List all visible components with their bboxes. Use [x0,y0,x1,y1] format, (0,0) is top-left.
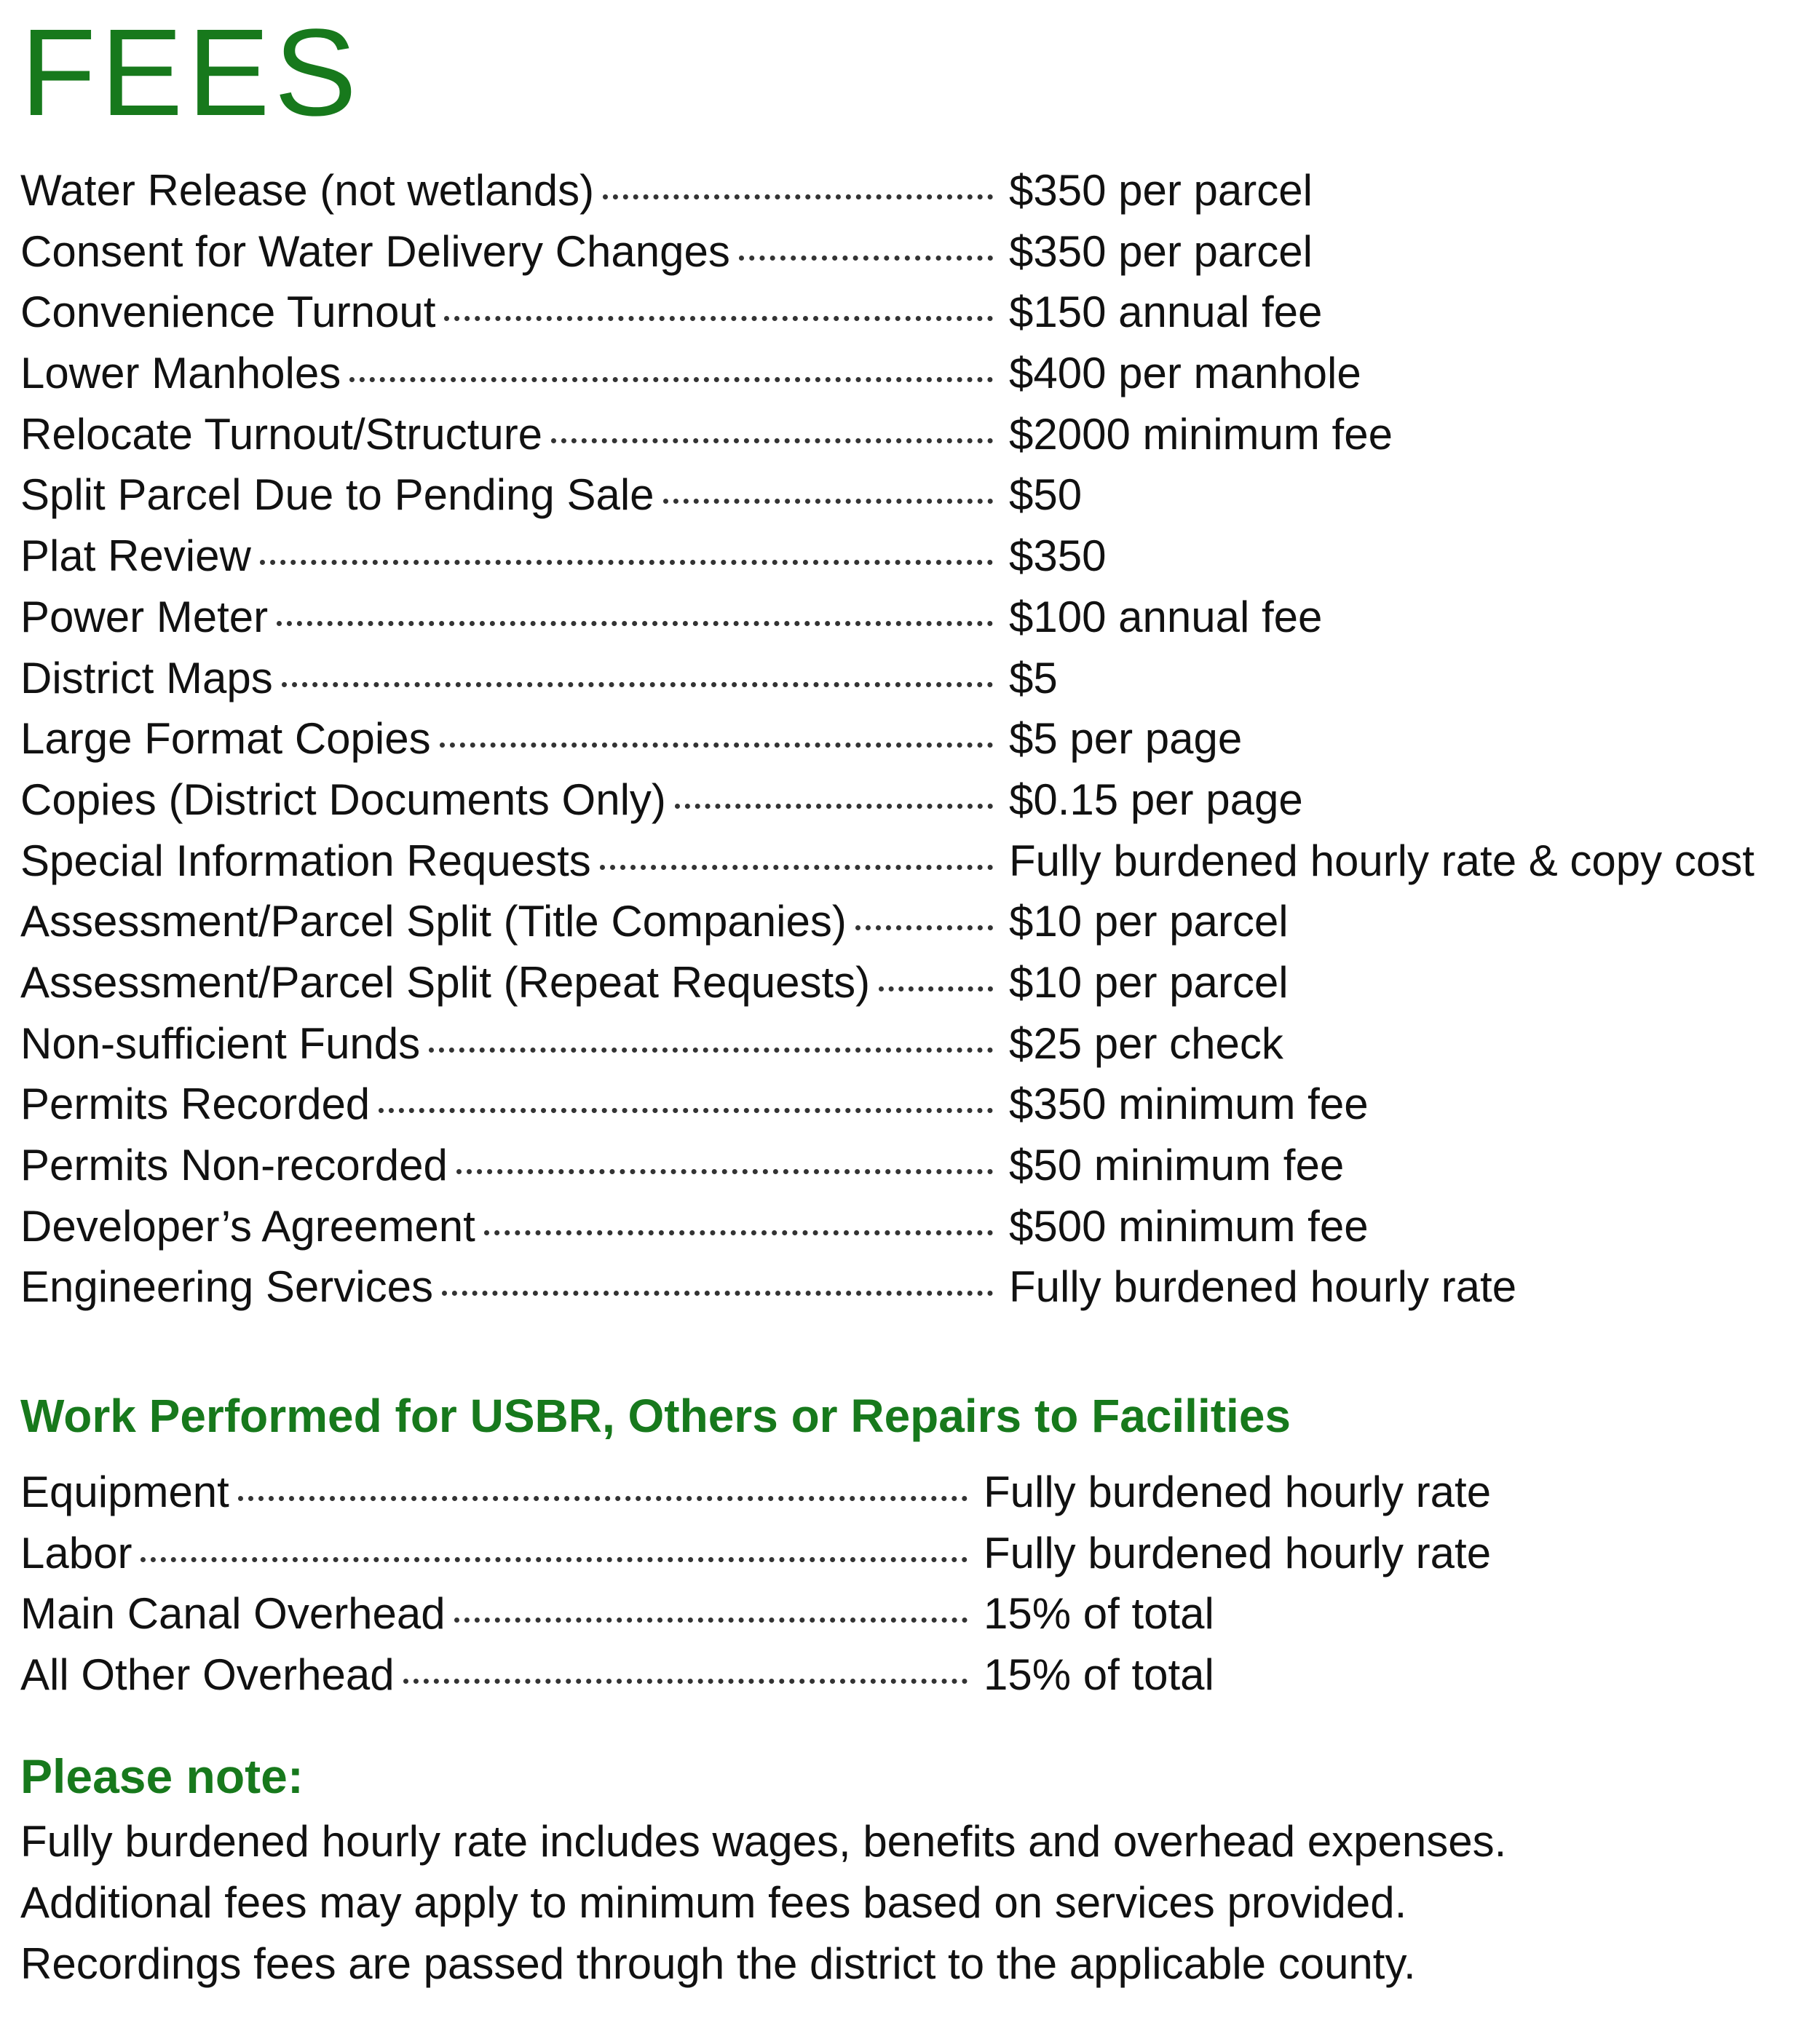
fee-label-cell [20,587,1003,648]
fee-label: Split Parcel Due to Pending Sale [20,470,654,520]
fee-value: $100 annual fee [1009,592,1323,641]
dot-leader [879,986,993,991]
work-section-heading: Work Performed for USBR, Others or Repairs to Facilities [20,1390,1291,1442]
fee-value: $500 minimum fee [1009,1201,1369,1251]
fee-row [20,1462,1804,1523]
fee-value: Fully burdened hourly rate [1009,1262,1517,1312]
dot-leader [277,621,993,626]
fee-label: Water Release (not wetlands) [20,166,595,215]
fee-label-cell [20,526,1003,587]
fee-value: 15% of total [984,1650,1214,1700]
fee-row [20,1523,1804,1584]
fee-label: Consent for Water Delivery Changes [20,226,730,276]
fee-label-cell [20,343,1003,404]
dot-leader [454,1618,968,1623]
dot-leader [675,804,993,809]
fee-label: Permits Recorded [20,1080,371,1129]
fee-label: Power Meter [20,592,269,641]
fee-label-cell [20,464,1003,526]
fee-label: Developer’s Agreement [20,1201,475,1251]
fee-value: $50 minimum fee [1009,1141,1345,1189]
fee-row [20,526,1804,587]
fee-value: $400 per manhole [1009,349,1361,398]
fee-label-cell [20,952,1003,1013]
fee-label: Relocate Turnout/Structure [20,409,543,459]
fee-list [20,160,1804,1318]
dot-leader [260,560,993,565]
fee-label: Main Canal Overhead [20,1589,446,1639]
note-line: Recordings fees are passed through the district to the applicable county. [20,1939,1416,1988]
fee-label: Large Format Copies [20,714,431,764]
fee-row [20,952,1804,1013]
fee-label-cell [20,404,1003,465]
fee-row [20,343,1804,404]
fee-label: Labor [20,1528,132,1577]
dot-leader [600,865,993,870]
fee-label-cell [20,1196,1003,1257]
dot-leader [349,377,993,382]
fee-value: $350 per parcel [1009,166,1313,215]
fee-row [20,1644,1804,1706]
fee-label-cell [20,769,1003,831]
dot-leader [444,316,993,321]
dot-leader [429,1048,993,1053]
fee-label-cell [20,282,1003,343]
notes-list [20,1811,1804,1995]
fee-label-cell [20,1644,978,1706]
fee-row [20,282,1804,343]
fee-label: Assessment/Parcel Split (Repeat Requests) [20,957,871,1007]
fee-value: $2000 minimum fee [1009,409,1393,459]
fee-label-cell [20,891,1003,952]
fee-label: District Maps [20,653,273,702]
fee-row [20,1013,1804,1074]
fee-label: Special Information Requests [20,836,591,885]
fee-value: Fully burdened hourly rate [984,1468,1492,1516]
fee-row [20,1583,1804,1644]
fee-label: Plat Review [20,531,251,581]
fee-label-cell [20,831,1003,892]
fee-row [20,160,1804,221]
fee-label-cell [20,1523,978,1584]
fee-value: $350 per parcel [1009,226,1313,276]
fee-label-cell [20,1462,978,1523]
fee-row [20,769,1804,831]
fee-label-cell [20,221,1003,282]
fee-row [20,648,1804,709]
dot-leader [456,1169,993,1174]
dot-leader [739,256,993,261]
note-line: Additional fees may apply to minimum fees based on services provided. [20,1878,1407,1927]
fee-label: Convenience Turnout [20,288,436,337]
dot-leader [440,743,993,748]
dot-leader [855,925,993,930]
fee-row [20,1196,1804,1257]
fee-value: 15% of total [984,1589,1214,1639]
fee-row [20,587,1804,648]
fee-value: $150 annual fee [1009,288,1323,337]
dot-leader [663,499,993,504]
fee-row [20,404,1804,465]
dot-leader [551,438,993,443]
dot-leader [238,1496,968,1501]
fee-row [20,831,1804,892]
fee-label-cell [20,1256,1003,1318]
fee-value: Fully burdened hourly rate & copy cost [1009,836,1754,885]
fee-value: $5 per page [1009,714,1243,764]
fee-label: All Other Overhead [20,1650,395,1700]
notes-heading: Please note: [20,1749,304,1803]
fee-label: Engineering Services [20,1262,433,1312]
fee-value: $350 minimum fee [1009,1080,1369,1129]
fee-label-cell [20,648,1003,709]
fee-value: $0.15 per page [1009,775,1303,824]
fee-label: Assessment/Parcel Split (Title Companies) [20,897,847,946]
fee-value: $5 [1009,653,1058,702]
fee-label-cell [20,708,1003,769]
fee-label: Lower Manholes [20,349,341,398]
fee-label: Non-sufficient Funds [20,1018,421,1068]
fee-value: $350 [1009,531,1107,581]
fee-label-cell [20,160,1003,221]
dot-leader [141,1557,968,1562]
dot-leader [282,682,993,687]
fee-value: $25 per check [1009,1018,1283,1068]
fee-row [20,464,1804,526]
fee-value: Fully burdened hourly rate [984,1528,1492,1577]
dot-leader [403,1679,968,1684]
fee-value: $50 [1009,470,1083,520]
work-fee-list [20,1462,1804,1706]
fee-row [20,1256,1804,1318]
fee-value: $10 per parcel [1009,957,1289,1007]
dot-leader [379,1108,993,1113]
fee-label-cell [20,1013,1003,1074]
fee-label: Permits Non-recorded [20,1141,448,1189]
fee-row [20,221,1804,282]
page-title: FEES [20,4,362,142]
note-line: Fully burdened hourly rate includes wages, benefits and overhead expenses. [20,1817,1507,1866]
dot-leader [603,194,993,199]
fee-row [20,1074,1804,1135]
fee-label-cell [20,1074,1003,1135]
fee-row [20,708,1804,769]
fee-value: $10 per parcel [1009,897,1289,946]
fee-label-cell [20,1583,978,1644]
dot-leader [484,1230,993,1235]
fee-label-cell [20,1135,1003,1196]
fee-label: Equipment [20,1468,229,1516]
fee-row [20,1135,1804,1196]
dot-leader [442,1291,993,1296]
fee-label: Copies (District Documents Only) [20,775,666,824]
fee-row [20,891,1804,952]
